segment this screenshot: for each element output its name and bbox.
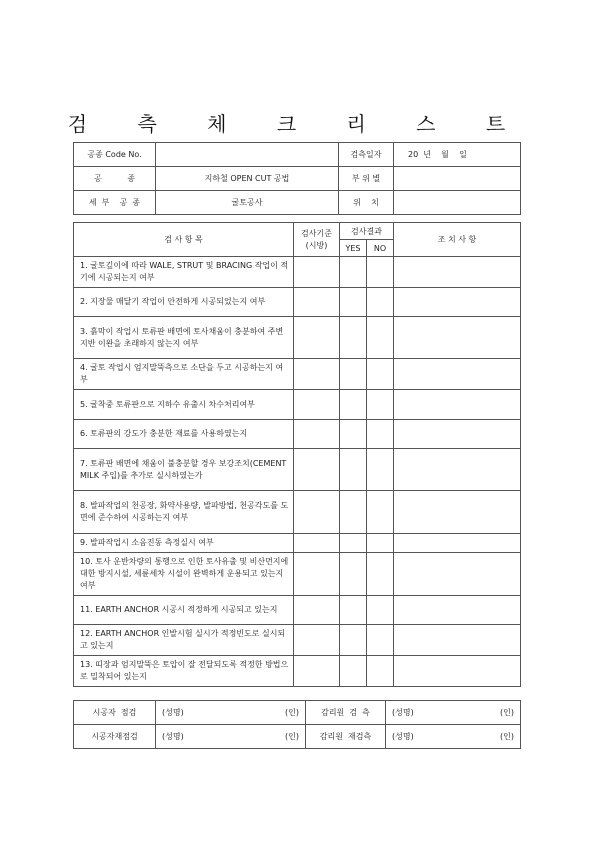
- yes-cell[interactable]: [340, 625, 367, 656]
- seal-label: (인): [285, 732, 299, 741]
- no-cell[interactable]: [367, 257, 394, 288]
- action-cell[interactable]: [394, 288, 521, 317]
- check-item: 2. 지장물 매달기 작업이 안전하게 시공되었는지 여부: [74, 288, 294, 317]
- table-row: [74, 257, 521, 288]
- location-value[interactable]: [394, 191, 521, 215]
- criteria-cell[interactable]: [294, 596, 340, 625]
- contractor-recheck-label: 시공자재점검: [74, 725, 156, 749]
- action-cell[interactable]: [394, 625, 521, 656]
- contractor-recheck-sign-field[interactable]: [156, 725, 306, 749]
- yes-cell[interactable]: [340, 534, 367, 553]
- check-item: 3. 흙막이 작업시 토류판 배면에 토사채움이 충분하여 주변지반 이완을 초래하지 않는지 여부: [74, 317, 294, 359]
- criteria-cell[interactable]: [294, 317, 340, 359]
- criteria-cell[interactable]: [294, 656, 340, 687]
- action-cell[interactable]: [394, 656, 521, 687]
- no-cell[interactable]: [367, 390, 394, 420]
- action-cell[interactable]: [394, 359, 521, 390]
- inspect-date-value[interactable]: 20 년 월 일: [394, 143, 521, 167]
- table-row: [74, 534, 521, 553]
- signature-table: [73, 700, 521, 749]
- table-row: [74, 596, 521, 625]
- seal-label: (인): [285, 708, 299, 717]
- check-item: 1. 굴토깊이에 따라 WALE, STRUT 및 BRACING 작업이 적기에 시공되는지 여부: [74, 257, 294, 288]
- table-row: [74, 449, 521, 491]
- check-item: 9. 발파작업시 소음진동 측정실시 여부: [74, 534, 294, 553]
- yes-cell[interactable]: [340, 656, 367, 687]
- no-cell[interactable]: [367, 420, 394, 449]
- header-result: 검사결과: [340, 223, 394, 240]
- info-table: [73, 142, 521, 215]
- header-yes: YES: [340, 240, 367, 257]
- yes-cell[interactable]: [340, 390, 367, 420]
- yes-cell[interactable]: [340, 491, 367, 534]
- no-cell[interactable]: [367, 534, 394, 553]
- no-cell[interactable]: [367, 625, 394, 656]
- table-row: [74, 390, 521, 420]
- seal-label: (인): [500, 708, 514, 717]
- table-row: [74, 317, 521, 359]
- check-item: 10. 토사 운반차량의 통행으로 인한 토사유출 및 비산먼지에 대한 방지시설, 세륜세차 시설이 완벽하게 운용되고 있는지 여부: [74, 553, 294, 596]
- check-item: 5. 굴착중 토류판으로 지하수 유출시 차수처리여부: [74, 390, 294, 420]
- work-value[interactable]: 지하철 OPEN CUT 공법: [156, 167, 339, 191]
- criteria-cell[interactable]: [294, 288, 340, 317]
- yes-cell[interactable]: [340, 288, 367, 317]
- no-cell[interactable]: [367, 656, 394, 687]
- no-cell[interactable]: [367, 449, 394, 491]
- table-row: [74, 359, 521, 390]
- action-cell[interactable]: [394, 257, 521, 288]
- header-no: NO: [367, 240, 394, 257]
- header-items: 검 사 항 목: [74, 223, 294, 257]
- yes-cell[interactable]: [340, 317, 367, 359]
- criteria-cell[interactable]: [294, 257, 340, 288]
- action-cell[interactable]: [394, 534, 521, 553]
- check-item: 7. 토류판 배면에 채움이 불충분할 경우 보강조치(CEMENT MILK 주입)를 추가로 실시하였는가: [74, 449, 294, 491]
- check-item: 8. 발파작업의 천공장, 화약사용량, 발파방법, 천공각도를 도면에 준수하여 시공하는지 여부: [74, 491, 294, 534]
- check-item: 12. EARTH ANCHOR 인발시험 실시가 적정빈도로 실시되고 있는지: [74, 625, 294, 656]
- seal-label: (인): [500, 732, 514, 741]
- criteria-cell[interactable]: [294, 390, 340, 420]
- no-cell[interactable]: [367, 491, 394, 534]
- work-label: 공 종: [74, 167, 156, 191]
- page-title: 검 측 체 크 리 스 트: [67, 112, 528, 136]
- detail-value[interactable]: 굴토공사: [156, 191, 339, 215]
- action-cell[interactable]: [394, 449, 521, 491]
- no-cell[interactable]: [367, 553, 394, 596]
- action-cell[interactable]: [394, 317, 521, 359]
- criteria-cell[interactable]: [294, 625, 340, 656]
- manager-recheck-label: 감리원 재검측: [306, 725, 386, 749]
- name-label: (성명): [162, 732, 184, 741]
- action-cell[interactable]: [394, 390, 521, 420]
- part-value[interactable]: [394, 167, 521, 191]
- no-cell[interactable]: [367, 596, 394, 625]
- action-cell[interactable]: [394, 596, 521, 625]
- check-item: 11. EARTH ANCHOR 시공시 적정하게 시공되고 있는지: [74, 596, 294, 625]
- location-label: 위 치: [339, 191, 394, 215]
- checklist-table: [73, 222, 521, 687]
- check-item: 4. 굴토 작업시 엄지말뚝측으로 소단을 두고 시공하는지 여부: [74, 359, 294, 390]
- manager-recheck-sign-field[interactable]: [386, 725, 521, 749]
- table-row: [74, 288, 521, 317]
- table-row: [74, 553, 521, 596]
- table-row: [74, 420, 521, 449]
- criteria-cell[interactable]: [294, 359, 340, 390]
- contractor-check-label: 시공자 점검: [74, 701, 156, 725]
- name-label: (성명): [392, 708, 414, 717]
- work-code-value[interactable]: [156, 143, 339, 167]
- contractor-sign-field[interactable]: [156, 701, 306, 725]
- no-cell[interactable]: [367, 288, 394, 317]
- check-item: 13. 띠장과 엄지말뚝은 토압이 잘 전달되도록 적정한 방법으로 밀착되어 있는지: [74, 656, 294, 687]
- yes-cell[interactable]: [340, 359, 367, 390]
- manager-check-label: 감리원 검 측: [306, 701, 386, 725]
- yes-cell[interactable]: [340, 449, 367, 491]
- manager-sign-field[interactable]: [386, 701, 521, 725]
- check-item: 6. 토류판의 강도가 충분한 재료를 사용하였는지: [74, 420, 294, 449]
- header-criteria: 검사기준 (시방): [294, 223, 340, 257]
- no-cell[interactable]: [367, 317, 394, 359]
- yes-cell[interactable]: [340, 420, 367, 449]
- name-label: (성명): [392, 732, 414, 741]
- criteria-cell[interactable]: [294, 449, 340, 491]
- yes-cell[interactable]: [340, 257, 367, 288]
- detail-label: 세 부 공 종: [74, 191, 156, 215]
- table-row: [74, 625, 521, 656]
- name-label: (성명): [162, 708, 184, 717]
- part-label: 부 위 별: [339, 167, 394, 191]
- table-row: [74, 491, 521, 534]
- work-code-label: 공종 Code No.: [74, 143, 156, 167]
- no-cell[interactable]: [367, 359, 394, 390]
- action-cell[interactable]: [394, 553, 521, 596]
- action-cell[interactable]: [394, 420, 521, 449]
- yes-cell[interactable]: [340, 553, 367, 596]
- inspect-date-label: 검측일자: [339, 143, 394, 167]
- criteria-cell[interactable]: [294, 420, 340, 449]
- action-cell[interactable]: [394, 491, 521, 534]
- yes-cell[interactable]: [340, 596, 367, 625]
- criteria-cell[interactable]: [294, 491, 340, 534]
- header-action: 조 치 사 항: [394, 223, 521, 257]
- table-row: [74, 656, 521, 687]
- criteria-cell[interactable]: [294, 534, 340, 553]
- criteria-cell[interactable]: [294, 553, 340, 596]
